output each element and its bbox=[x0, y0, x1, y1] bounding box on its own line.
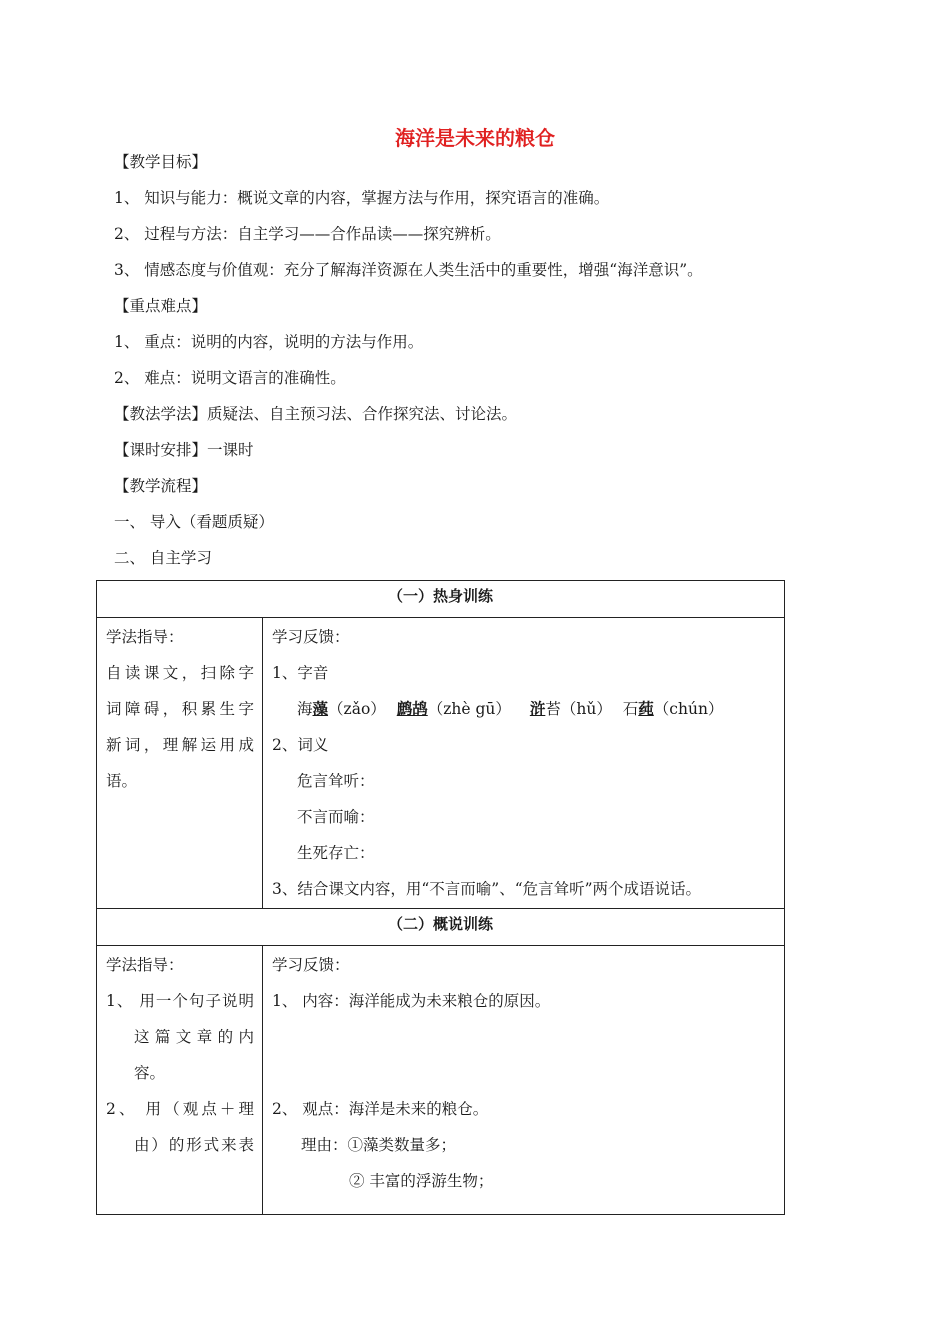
part1-feedback-cell bbox=[263, 618, 785, 909]
class-schedule: 【课时安排】一课时 bbox=[114, 441, 254, 459]
part1-guide-label: 学法指导： bbox=[106, 628, 184, 646]
part1-guide-cell bbox=[97, 618, 263, 909]
word-prefix: 石 bbox=[622, 700, 639, 718]
part1-guide-line: 新词，理解运用成 bbox=[106, 736, 254, 754]
flow-heading: 【教学流程】 bbox=[114, 477, 208, 495]
goal-1: 1、 知识与能力：概说文章的内容，掌握方法与作用，探究语言的准确。 bbox=[114, 189, 610, 207]
pinyin: （zǎo） bbox=[328, 700, 386, 718]
part2-feedback-cell bbox=[263, 946, 785, 1215]
content-item: 1、 内容：海洋能成为未来粮仓的原因。 bbox=[272, 992, 551, 1010]
part2-guide-line: 这篇文章的内 bbox=[134, 1028, 254, 1046]
part1-guide-line: 词障碍，积累生字 bbox=[106, 700, 254, 718]
part2-guide-cell bbox=[97, 946, 263, 1215]
viewpoint-item: 2、 观点：海洋是未来的粮仓。 bbox=[272, 1100, 489, 1118]
word-prefix: 海 bbox=[297, 700, 313, 718]
key-point-1: 1、 重点：说明的内容，说明的方法与作用。 bbox=[114, 333, 424, 351]
item-meaning: 2、词义 bbox=[272, 736, 329, 754]
underlined-char: 鹧鸪 bbox=[396, 699, 428, 718]
study-table bbox=[96, 580, 785, 1215]
underlined-char: 莼 bbox=[638, 699, 654, 718]
idiom: 不言而喻： bbox=[297, 808, 375, 826]
pinyin: （hǔ） bbox=[560, 700, 612, 718]
idiom: 危言耸听： bbox=[297, 772, 375, 790]
idiom: 生死存亡： bbox=[297, 844, 375, 862]
part2-header: （二）概说训练 bbox=[97, 909, 785, 946]
word-suffix: 苔 bbox=[545, 700, 561, 718]
item-practice: 3、结合课文内容，用“不言而喻”、“危言耸听”两个成语说话。 bbox=[272, 880, 702, 898]
part2-guide-line: 容。 bbox=[134, 1064, 166, 1082]
pinyin-row bbox=[297, 698, 723, 720]
part1-feedback-label: 学习反馈： bbox=[272, 628, 350, 646]
flow-step-2: 二、 自主学习 bbox=[114, 549, 212, 567]
part2-guide-line: 由）的形式来表 bbox=[134, 1136, 254, 1154]
reason-row bbox=[301, 1134, 456, 1156]
key-point-2: 2、 难点：说明文语言的准确性。 bbox=[114, 369, 346, 387]
underlined-char: 浒 bbox=[529, 699, 546, 718]
underlined-char: 藻 bbox=[312, 699, 329, 718]
reason-label: 理由： bbox=[301, 1136, 348, 1154]
goals-heading: 【教学目标】 bbox=[114, 153, 208, 171]
pinyin: （chún） bbox=[653, 700, 724, 718]
part2-guide-line: 1、 用一个句子说明 bbox=[106, 992, 254, 1010]
item-pronunciation: 1、字音 bbox=[272, 664, 329, 682]
pinyin: （zhè gū） bbox=[427, 700, 511, 718]
page-title: 海洋是未来的粮仓 bbox=[395, 126, 555, 150]
part2-feedback-label: 学习反馈： bbox=[272, 956, 350, 974]
reason-1: ①藻类数量多； bbox=[347, 1136, 457, 1154]
part2-guide-label: 学法指导： bbox=[106, 956, 184, 974]
goal-3: 3、 情感态度与价值观：充分了解海洋资源在人类生活中的重要性，增强“海洋意识”。 bbox=[114, 261, 703, 279]
goal-2: 2、 过程与方法：自主学习——合作品读——探究辨析。 bbox=[114, 225, 501, 243]
part1-guide-line: 自读课文，扫除字 bbox=[106, 664, 254, 682]
teaching-method: 【教法学法】质疑法、自主预习法、合作探究法、讨论法。 bbox=[114, 405, 518, 423]
part2-guide-line: 2、 用（观点＋理 bbox=[106, 1100, 254, 1118]
reason-2: ② 丰富的浮游生物； bbox=[349, 1172, 494, 1190]
flow-step-1: 一、 导入（看题质疑） bbox=[114, 513, 274, 531]
key-heading: 【重点难点】 bbox=[114, 297, 208, 315]
part1-header: （一）热身训练 bbox=[97, 581, 785, 618]
part1-guide-line: 语。 bbox=[106, 772, 138, 790]
